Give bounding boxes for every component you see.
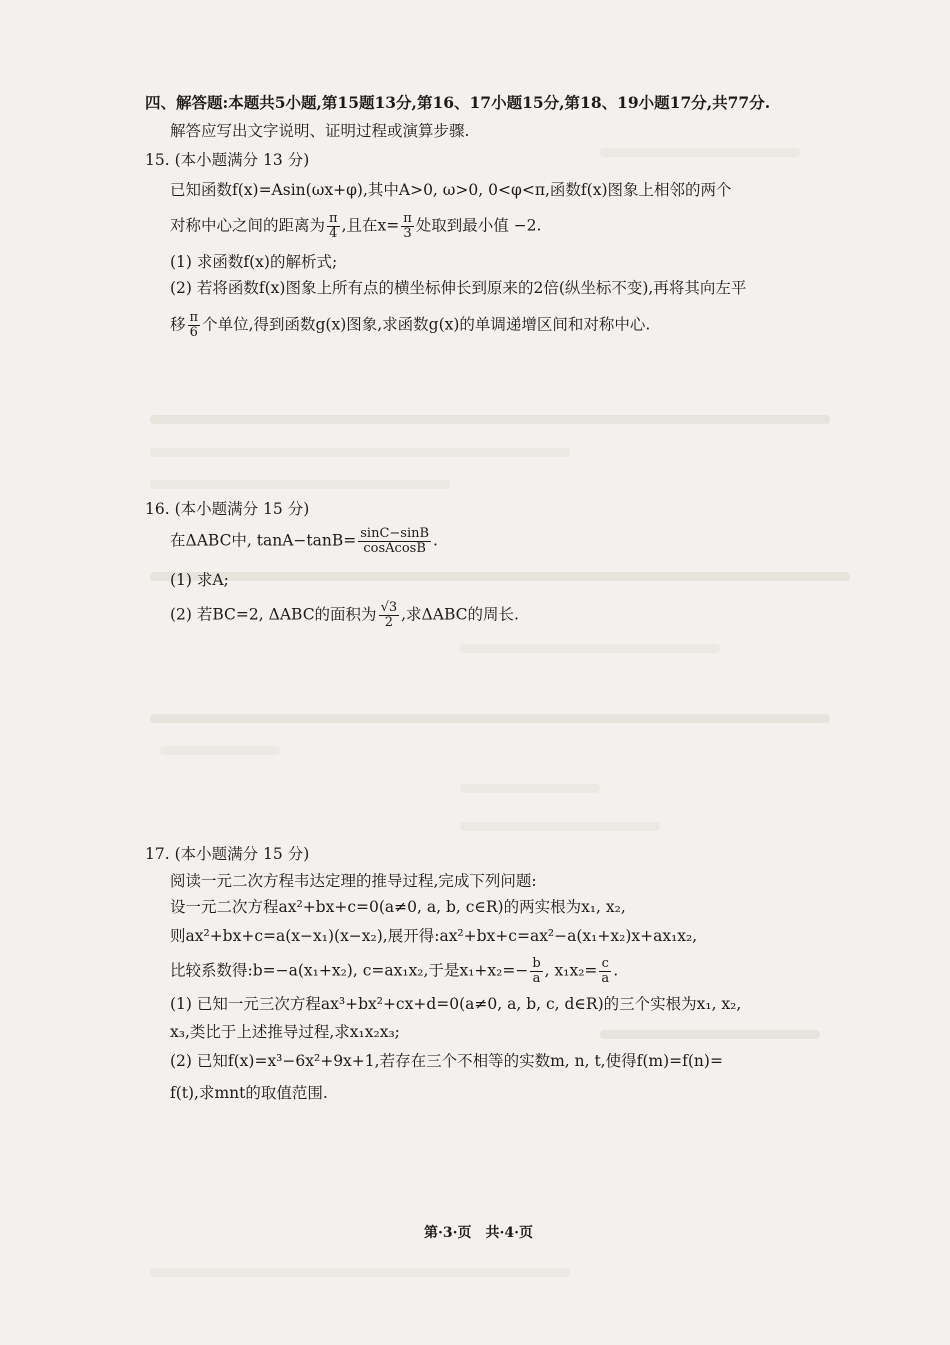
fraction-denominator: a	[601, 971, 610, 986]
fraction	[327, 212, 340, 241]
q16-text: ,求ΔABC的周长.	[401, 605, 519, 624]
fraction-numerator: sinC−sinB	[360, 526, 430, 541]
q17-text: 比较系数得:b=−a(x₁+x₂), c=ax₁x₂,于是x₁+x₂=−	[170, 961, 529, 980]
q17-part2-line1: (2) 已知f(x)=x³−6x²+9x+1,若存在三个不相等的实数m, n, t,使得f(m)=f(n)=	[170, 1052, 723, 1070]
bleed-through-mark	[150, 572, 850, 581]
fraction-numerator: π	[403, 211, 412, 226]
bleed-through-mark	[150, 448, 570, 457]
bleed-through-mark	[150, 480, 450, 489]
fraction	[401, 212, 414, 241]
bleed-through-mark	[600, 1030, 820, 1039]
q15-part2-line1: (2) 若将函数f(x)图象上所有点的横坐标伸长到原来的2倍(纵坐标不变),再将其向左平	[170, 279, 747, 297]
q17-line1: 阅读一元二次方程韦达定理的推导过程,完成下列问题:	[170, 872, 537, 890]
q15-stem-line1: 已知函数f(x)=Asin(ωx+φ),其中A>0, ω>0, 0<φ<π,函数f(x)图象上相邻的两个	[170, 181, 732, 199]
page-footer: 第·3·页 共·4·页	[424, 1225, 533, 1241]
fraction	[358, 527, 431, 556]
q16-text: .	[433, 531, 438, 550]
bleed-through-mark	[160, 746, 280, 755]
bleed-through-mark	[150, 714, 830, 723]
q15-text: 个单位,得到函数g(x)图象,求函数g(x)的单调递增区间和对称中心.	[202, 315, 651, 334]
q16-text: (2) 若BC=2, ΔABC的面积为	[170, 605, 377, 624]
q17-text: .	[613, 961, 619, 980]
q15-text: ,且在x=	[341, 216, 400, 235]
fraction-numerator: c	[599, 957, 611, 972]
q17-line2: 设一元二次方程ax²+bx+c=0(a≠0, a, b, c∈R)的两实根为x₁, x₂,	[170, 898, 626, 916]
bleed-through-mark	[150, 1268, 570, 1277]
fraction-denominator: a	[532, 971, 541, 986]
q16-stem	[170, 527, 438, 556]
fraction	[188, 311, 201, 340]
q17-part1-line1: (1) 已知一元三次方程ax³+bx²+cx+d=0(a≠0, a, b, c, d∈R)的三个实根为x₁, x₂,	[170, 995, 742, 1013]
bleed-through-mark	[460, 784, 600, 793]
q17-line3: 则ax²+bx+c=a(x−x₁)(x−x₂),展开得:ax²+bx+c=ax²−a(x₁+x₂)x+ax₁x₂,	[170, 927, 698, 945]
q15-header: 15. (本小题满分 13 分)	[145, 151, 310, 169]
bleed-through-mark	[460, 822, 660, 831]
fraction	[530, 957, 542, 986]
q15-stem-line2	[170, 212, 541, 241]
fraction-denominator: 4	[329, 226, 338, 241]
fraction-denominator: 6	[189, 325, 198, 340]
fraction-denominator: 2	[384, 615, 393, 630]
q15-part1: (1) 求函数f(x)的解析式;	[170, 253, 338, 271]
fraction-numerator: b	[532, 956, 541, 971]
bleed-through-mark	[460, 644, 720, 653]
section-instruction: 解答应写出文字说明、证明过程或演算步骤.	[170, 122, 470, 140]
fraction-denominator: cosAcosB	[363, 541, 426, 556]
q15-text: 移	[170, 315, 186, 334]
fraction-numerator: π	[329, 211, 338, 226]
q17-part1-line2: x₃,类比于上述推导过程,求x₁x₂x₃;	[170, 1023, 400, 1041]
bleed-through-mark	[150, 415, 830, 424]
bleed-through-mark	[600, 148, 800, 157]
fraction	[379, 601, 400, 630]
q17-header: 17. (本小题满分 15 分)	[145, 845, 310, 863]
fraction-denominator: 3	[403, 226, 412, 241]
section-heading: 四、解答题:本题共5小题,第15题13分,第16、17小题15分,第18、19小题17分,共77分.	[145, 93, 771, 112]
q17-part2-line2: f(t),求mnt的取值范围.	[170, 1084, 328, 1102]
fraction-numerator: π	[189, 310, 199, 325]
q17-text: , x₁x₂=	[544, 961, 598, 980]
q16-header: 16. (本小题满分 15 分)	[145, 500, 310, 518]
q16-part2	[170, 601, 519, 630]
q15-text: 处取到最小值 −2.	[415, 216, 542, 235]
q15-part2-line2	[170, 311, 650, 340]
q15-text: 对称中心之间的距离为	[170, 216, 326, 235]
fraction-numerator: √3	[380, 600, 398, 615]
fraction	[599, 957, 611, 986]
q17-line4	[170, 957, 618, 986]
q16-text: 在ΔABC中, tanA−tanB=	[170, 531, 357, 550]
q16-part1: (1) 求A;	[170, 571, 229, 589]
